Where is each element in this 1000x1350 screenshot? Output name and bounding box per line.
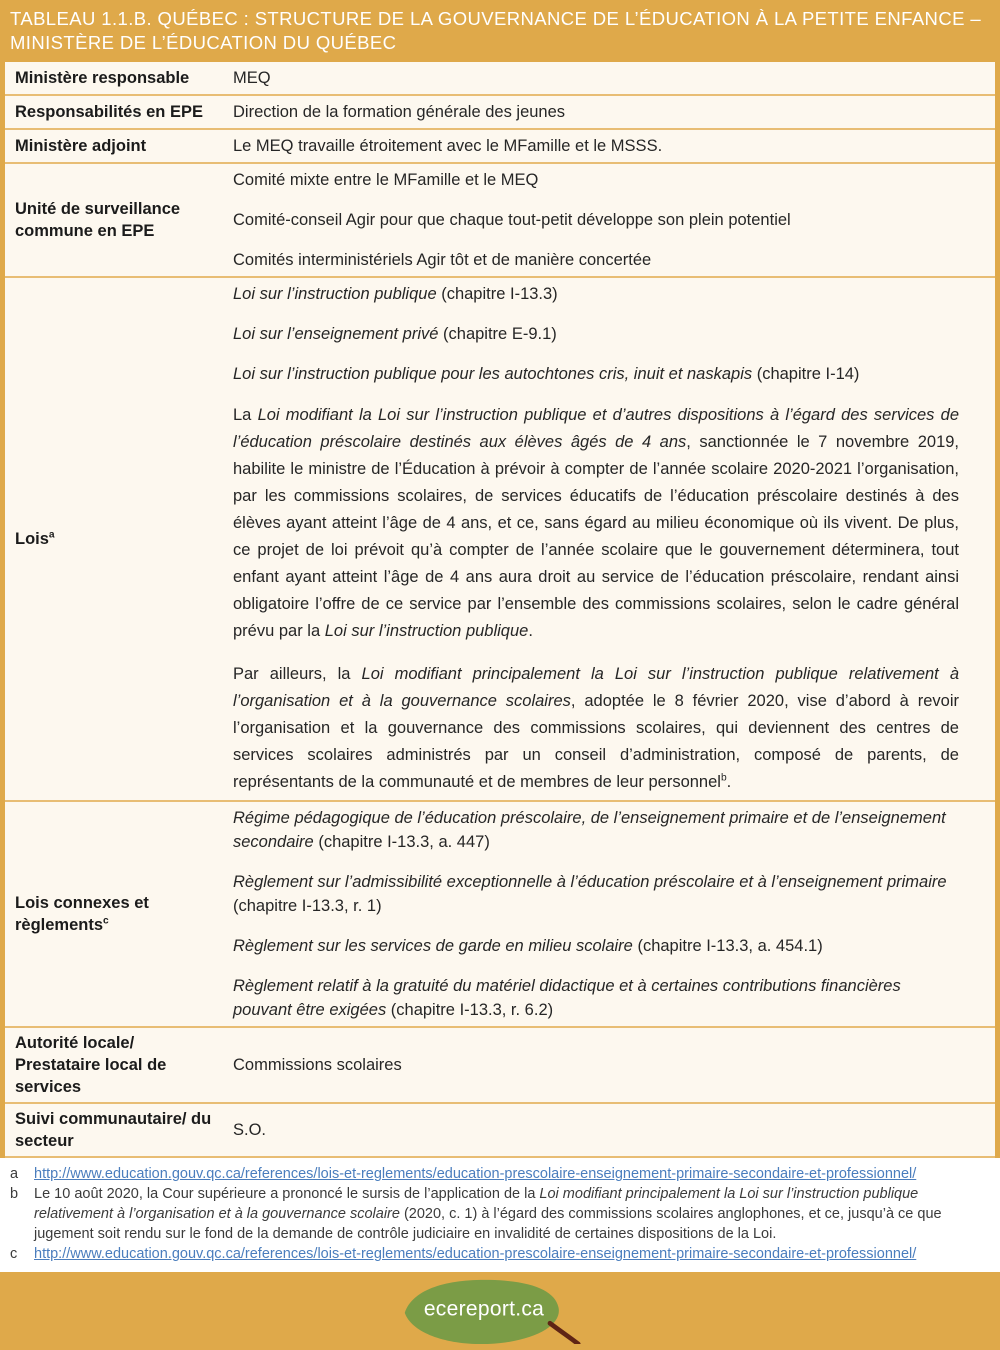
text-segment: La <box>233 406 258 424</box>
text-segment: Lois connexes et règlements <box>15 894 149 934</box>
text-segment: (chapitre I-13.3, a. 454.1) <box>632 937 823 955</box>
row-paragraph <box>233 362 959 386</box>
footnotes-section <box>0 1158 1000 1272</box>
text-segment: Loi modifiant principalement la Loi sur l’instruction publique relativement à l’organisation et à la gouvernance scolaires <box>233 665 959 710</box>
table-title-bar <box>0 0 1000 62</box>
governance-table <box>0 62 1000 1158</box>
text-segment: . <box>726 773 732 791</box>
text-segment: Règlement relatif à la gratuité du matériel didactique et à certaines contributions financières pouvant être exigées <box>233 977 901 1019</box>
table-row <box>5 278 995 802</box>
row-paragraph <box>233 402 959 645</box>
text-segment: Loi sur l’instruction publique pour les autochtones cris, inuit et naskapis <box>233 365 753 383</box>
footnote-marker: b <box>10 1186 19 1202</box>
row-content <box>227 802 995 1026</box>
text-segment: Ministère adjoint <box>15 137 147 155</box>
row-paragraph <box>233 66 959 90</box>
text-segment: (chapitre I-13.3, a. 447) <box>313 833 490 851</box>
text-segment: Comités interministériels Agir tôt et de manière concertée <box>233 251 652 269</box>
ecereport-logo[interactable] <box>400 1278 600 1344</box>
text-segment: Autorité locale/ Prestataire local de services <box>15 1034 167 1096</box>
table-title: TABLEAU 1.1.B. QUÉBEC : STRUCTURE DE LA GOUVERNANCE DE L’ÉDUCATION À LA PETITE ENFANCE – MINISTÈRE DE L’ÉDUCATION DU QUÉBEC <box>10 8 982 53</box>
table-row <box>5 802 995 1028</box>
footnote-marker: c <box>10 1246 18 1262</box>
footnote-marker: a <box>10 1166 19 1182</box>
table-row <box>5 1104 995 1158</box>
text-segment: (chapitre I-13.3, r. 1) <box>233 897 382 915</box>
logo-text: ecereport.ca <box>423 1297 545 1321</box>
row-content <box>227 1114 995 1146</box>
footnote-link[interactable]: http://www.education.gouv.qc.ca/references/lois-et-reglements/education-prescolaire-enseignement-primaire-secondaire-et-professionnel/ <box>34 1166 917 1182</box>
text-segment: (chapitre E-9.1) <box>438 325 557 343</box>
footnote-ref: c <box>103 915 109 927</box>
text-segment: Loi sur l’enseignement privé <box>233 325 439 343</box>
text-segment: Ministère responsable <box>15 69 190 87</box>
text-segment: Comité-conseil Agir pour que chaque tout-petit développe son plein potentiel <box>233 211 791 229</box>
text-segment: Loi sur l’instruction publique <box>233 285 437 303</box>
row-paragraph <box>233 100 959 124</box>
text-segment: Commissions scolaires <box>233 1056 402 1074</box>
row-paragraph <box>233 806 959 854</box>
row-paragraph <box>233 1053 959 1077</box>
text-segment: Loi sur l’instruction publique <box>324 622 529 640</box>
row-paragraph <box>233 282 959 306</box>
text-segment: (chapitre I-14) <box>752 365 860 383</box>
text-segment: Règlement sur l’admissibilité exceptionnelle à l’éducation préscolaire et à l’enseignement primaire <box>233 873 947 891</box>
footnote-ref: a <box>48 529 55 541</box>
text-segment: Comité mixte entre le MFamille et le MEQ <box>233 171 539 189</box>
text-segment: Règlement sur les services de garde en milieu scolaire <box>233 937 633 955</box>
footnote-text <box>34 1184 990 1244</box>
row-paragraph <box>233 661 959 796</box>
row-label <box>5 888 227 940</box>
text-segment: Suivi communautaire/ du secteur <box>15 1110 212 1150</box>
row-content <box>227 278 995 800</box>
row-content <box>227 164 995 276</box>
table-row <box>5 62 995 96</box>
row-paragraph <box>233 208 959 232</box>
text-segment: Responsabilités en EPE <box>15 103 203 121</box>
text-segment: (chapitre I-13.3, r. 6.2) <box>386 1001 554 1019</box>
row-content <box>227 96 995 128</box>
text-segment: (2020, c. 1) à l’égard des commissions scolaires anglophones, et ce, jusqu’à ce que jugement soit rendu sur le fond de la demande de contrôle judiciaire en invalidité de certaines dispositions de la Loi. <box>34 1206 942 1242</box>
footnote-text <box>34 1244 990 1264</box>
row-content <box>227 1049 995 1081</box>
text-segment: Régime pédagogique de l’éducation préscolaire, de l’enseignement primaire et de l’enseignement secondaire <box>233 809 946 851</box>
row-label <box>5 1028 227 1102</box>
table-row <box>5 164 995 278</box>
text-segment: MEQ <box>233 69 271 87</box>
row-paragraph <box>233 168 959 192</box>
text-segment: Unité de surveillance commune en EPE <box>15 200 181 240</box>
row-label <box>5 1104 227 1156</box>
text-segment: Lois <box>15 530 49 548</box>
text-segment: Direction de la formation générale des jeunes <box>233 103 566 121</box>
footnote <box>10 1164 990 1184</box>
row-paragraph <box>233 870 959 918</box>
table-row <box>5 130 995 164</box>
row-content <box>227 62 995 94</box>
text-segment: S.O. <box>233 1121 267 1139</box>
page-footer <box>0 1272 1000 1350</box>
row-paragraph <box>233 134 959 158</box>
row-content <box>227 130 995 162</box>
text-segment: Loi modifiant principalement la Loi sur l’instruction publique relativement à l’organisation et à la gouvernance scolaire <box>34 1186 919 1222</box>
row-label <box>5 97 227 127</box>
footnote <box>10 1244 990 1264</box>
table-row <box>5 1028 995 1104</box>
text-segment: Le MEQ travaille étroitement avec le MFamille et le MSSS. <box>233 137 663 155</box>
row-paragraph <box>233 1118 959 1142</box>
text-segment: , sanctionnée le 7 novembre 2019, habilite le ministre de l’Éducation à prévoir à compter de l’année scolaire 2020-2021 l’organisation, par les commissions scolaires, de services éducatifs de l’éducation préscolaire destinés à des élèves ayant atteint l’âge de 4 ans, et ce, sans égard au milieu économique où ils vivent. De plus, ce projet de loi prévoit qu’à compter de l’année scolaire que le gouvernement déterminera, tout enfant ayant atteint l’âge de 4 ans aura droit au service de l’éducation préscolaire, rendant ainsi obligatoire l’offre de ce service par l’ensemble des commissions scolaires, selon le cadre général prévu par la <box>233 433 960 640</box>
row-label <box>5 194 227 246</box>
text-segment: Le 10 août 2020, la Cour supérieure a prononcé le sursis de l’application de la <box>34 1186 540 1202</box>
footnote <box>10 1184 990 1244</box>
text-segment: Loi modifiant la Loi sur l’instruction publique et d’autres dispositions à l’égard des services de l’éducation préscolaire destinés aux élèves âgés de 4 ans <box>233 406 959 451</box>
row-label <box>5 131 227 161</box>
row-paragraph <box>233 934 959 958</box>
row-label <box>5 63 227 93</box>
text-segment: Par ailleurs, la <box>233 665 362 683</box>
footnote-ref: b <box>720 772 727 784</box>
row-paragraph <box>233 974 959 1022</box>
row-paragraph <box>233 322 959 346</box>
text-segment: , adoptée le 8 février 2020, vise d’abord à revoir l’organisation et la gouvernance des commissions scolaires, qui deviennent des centres de services scolaires administrés par un conseil d’administration, composé de parents, de représentants de la communauté et de membres de leur personnel <box>233 692 959 791</box>
text-segment: (chapitre I-13.3) <box>436 285 558 303</box>
footnote-text <box>34 1164 990 1184</box>
footnote-link[interactable]: http://www.education.gouv.qc.ca/references/lois-et-reglements/education-prescolaire-enseignement-primaire-secondaire-et-professionnel/ <box>34 1246 917 1262</box>
table-row <box>5 96 995 130</box>
row-paragraph <box>233 248 959 272</box>
text-segment: . <box>528 622 533 640</box>
row-label <box>5 524 227 554</box>
